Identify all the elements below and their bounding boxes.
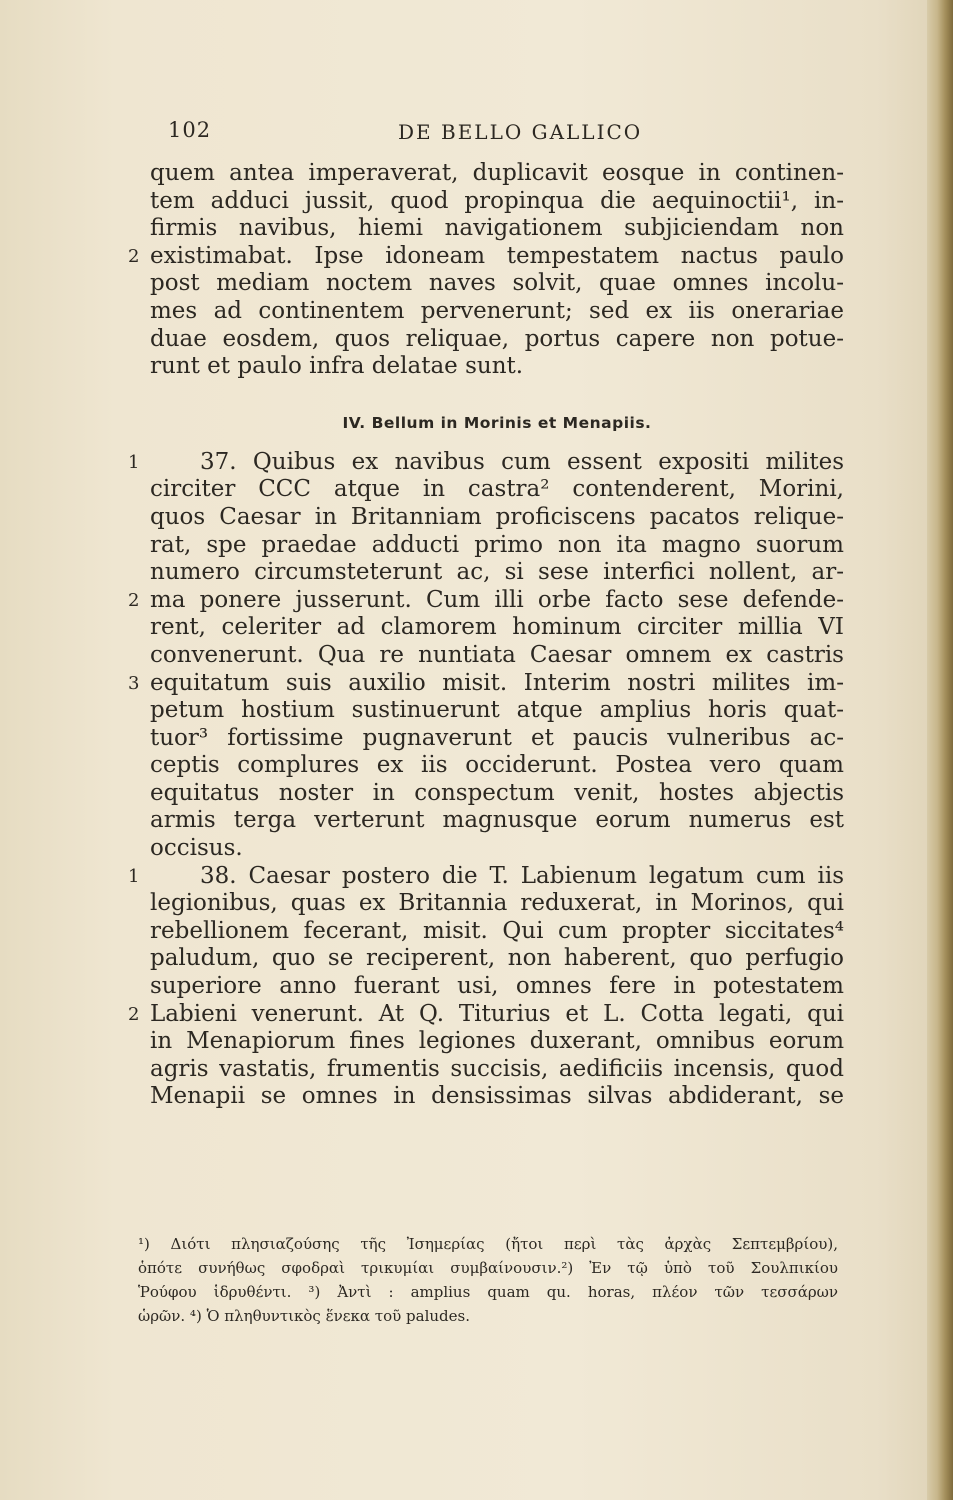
text-line: rebellionem fecerant, misit. Qui cum propter siccitates⁴: [150, 917, 844, 944]
margin-section-number: 2: [128, 245, 140, 267]
footnote-line: ὁπότε συνήθως σφοδραὶ τρικυμίαι συμβαίνουσιν.²) Ἐν τῷ ὑπὸ τοῦ Σουλπικίου: [138, 1259, 838, 1277]
text-line: 1 38. Caesar postero die T. Labienum legatum cum iis: [128, 862, 844, 889]
margin-section-number: 1: [128, 865, 140, 887]
section-heading: IV. Bellum in Morinis et Menapiis.: [342, 413, 652, 432]
text-line: occisus.: [150, 835, 243, 862]
text-line: 1 37. Quibus ex navibus cum essent expositi milites: [128, 448, 844, 475]
text-line: runt et paulo infra delatae sunt.: [150, 353, 524, 380]
text-line: equitatus noster in conspectum venit, hostes abjectis: [150, 779, 844, 806]
text-line: superiore anno fuerant usi, omnes fere in potestatem: [150, 973, 844, 1000]
text-line: rent, celeriter ad clamorem hominum circiter millia VI: [150, 614, 844, 641]
text-line: 2 ma ponere jusserunt. Cum illi orbe facto sese defende-: [128, 586, 844, 613]
text-line: paludum, quo se reciperent, non haberent, quo perfugio: [150, 945, 844, 972]
margin-section-number: 2: [128, 1003, 140, 1025]
text-line: tem adduci jussit, quod propinqua die aequinoctii¹, in-: [150, 187, 844, 214]
running-title: DE BELLO GALLICO: [398, 120, 643, 144]
text-line: 3 equitatum suis auxilio misit. Interim nostri milites im-: [128, 669, 844, 696]
footnote-line: ¹) Διότι πλησιαζούσης τῆς Ἰσημερίας (ἤτοι περὶ τὰς ἀρχὰς Σεπτεμβρίου),: [138, 1235, 838, 1253]
text-line: in Menapiorum fines legiones duxerant, omnibus eorum: [150, 1028, 844, 1055]
text-line: quem antea imperaverat, duplicavit eosque in continen-: [150, 160, 844, 186]
text-line: agris vastatis, frumentis succisis, aedificiis incensis, quod: [150, 1055, 844, 1082]
text-line: mes ad continentem pervenerunt; sed ex iis onerariae: [150, 297, 844, 324]
page-header: [0, 118, 953, 148]
text-line: 2 existimabat. Ipse idoneam tempestatem nactus paulo: [128, 242, 844, 269]
text-line: petum hostium sustinuerunt atque amplius horis quat-: [150, 697, 844, 724]
footnotes: [138, 1232, 838, 1328]
main-text: [128, 160, 844, 1111]
text-line: legionibus, quas ex Britannia reduxerat, in Morinos, qui: [150, 890, 844, 917]
text-line: Menapii se omnes in densissimas silvas abdiderant, se: [150, 1083, 844, 1110]
text-line: duae eosdem, quos reliquae, portus capere non potue-: [150, 325, 844, 352]
text-line: circiter CCC atque in castra² contenderent, Morini,: [150, 476, 844, 503]
footnote-line: ὡρῶν. ⁴) Ὁ πληθυντικὸς ἕνεκα τοῦ paludes.: [138, 1307, 470, 1325]
page-number: 102: [168, 118, 212, 142]
text-line: 2 Labieni venerunt. At Q. Titurius et L. Cotta legati, qui: [128, 1000, 844, 1027]
text-line: quos Caesar in Britanniam proficiscens pacatos relique-: [150, 503, 844, 530]
margin-section-number: 2: [128, 589, 140, 611]
book-spine-edge: [927, 0, 953, 1500]
text-line: tuor³ fortissime pugnaverunt et paucis vulneribus ac-: [150, 724, 844, 751]
text-line: convenerunt. Qua re nuntiata Caesar omnem ex castris: [150, 641, 844, 668]
text-line: ceptis complures ex iis occiderunt. Postea vero quam: [150, 752, 844, 779]
margin-section-number: 1: [128, 451, 140, 473]
text-line: firmis navibus, hiemi navigationem subjiciendam non: [150, 215, 844, 242]
text-line: numero circumsteterunt ac, si sese interfici nollent, ar-: [150, 559, 844, 586]
text-line: post mediam noctem naves solvit, quae omnes incolu-: [150, 270, 844, 297]
text-line: armis terga verterunt magnusque eorum numerus est: [150, 807, 844, 834]
footnote-line: Ῥούφου ἱδρυθέντι. ³) Ἀντὶ : amplius quam qu. horas, πλέον τῶν τεσσάρων: [138, 1283, 838, 1301]
text-line: rat, spe praedae adducti primo non ita magno suorum: [150, 531, 844, 558]
margin-section-number: 3: [128, 672, 140, 694]
